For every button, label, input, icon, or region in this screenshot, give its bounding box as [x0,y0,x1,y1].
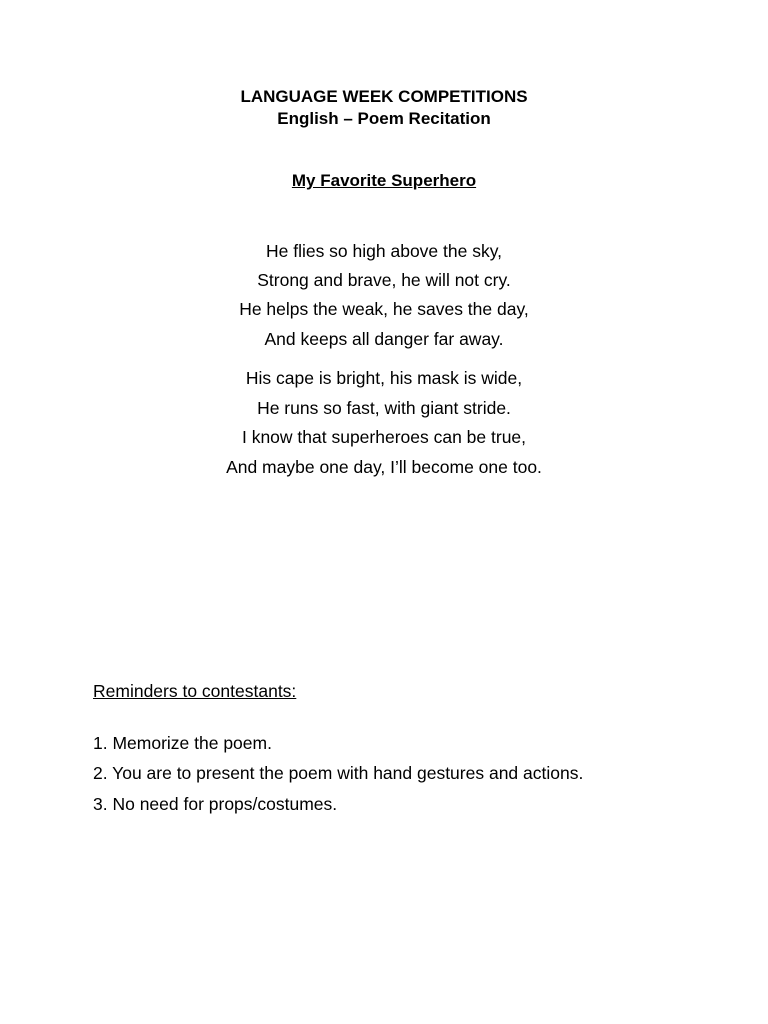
poem-line: I know that superheroes can be true, [241,427,527,447]
reminder-item: 1. Memorize the poem. [93,733,272,753]
poem-line: Strong and brave, he will not cry. [257,270,511,290]
poem-line: He flies so high above the sky, [265,241,503,261]
poem-line: And keeps all danger far away. [264,329,504,349]
poem-line: He helps the weak, he saves the day, [239,299,529,319]
competition-heading: LANGUAGE WEEK COMPETITIONS [240,87,528,106]
reminder-item: 2. You are to present the poem with hand gestures and actions. [93,763,584,783]
competition-subheading: English – Poem Recitation [277,109,491,128]
poem-line: And maybe one day, I’ll become one too. [226,457,542,477]
poem-line: His cape is bright, his mask is wide, [245,368,523,388]
poem-title: My Favorite Superhero [291,171,477,190]
poem-line: He runs so fast, with giant stride. [257,398,511,418]
reminders-heading: Reminders to contestants: [93,681,297,701]
reminder-item: 3. No need for props/costumes. [93,794,338,814]
